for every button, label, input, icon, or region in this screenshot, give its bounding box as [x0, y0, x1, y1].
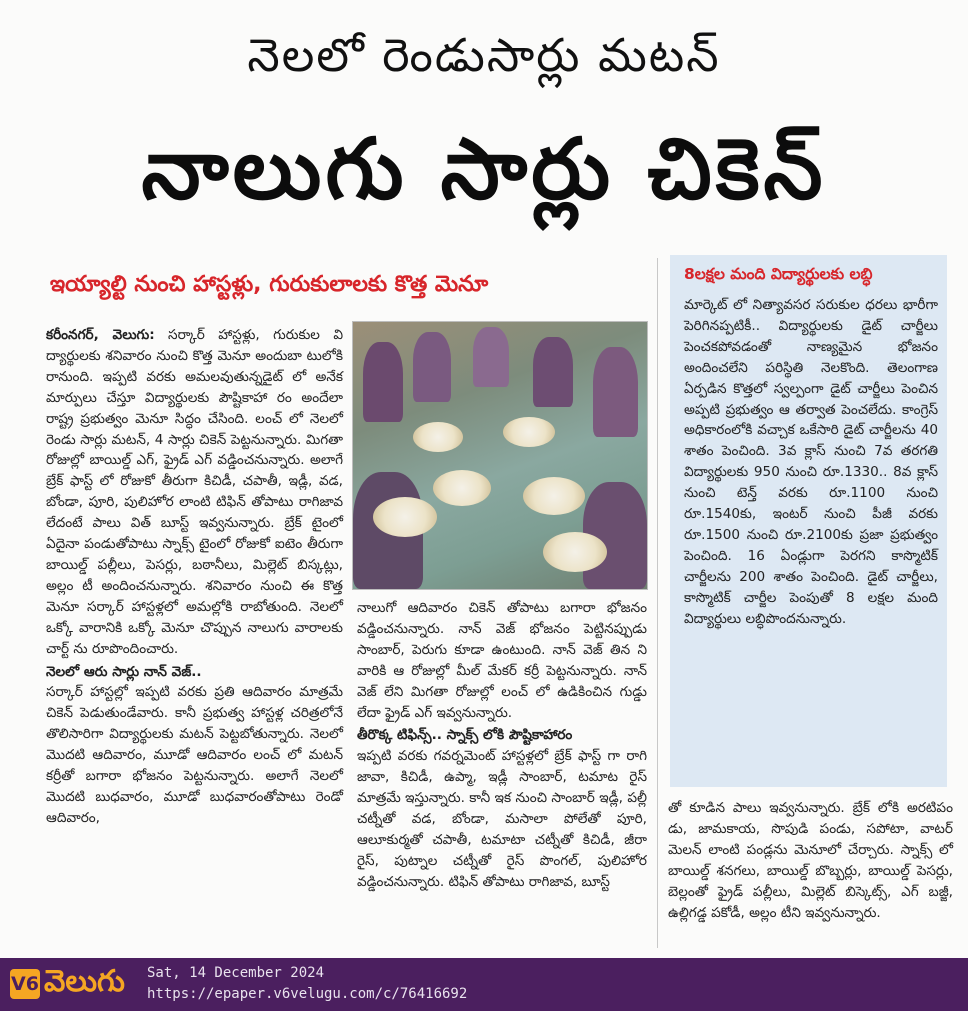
- lead-text: సర్కార్ హాస్టళ్లు, గురుకుల వి ద్యార్థులకు శనివారం నుంచి కొత్త మెనూ అందుబా టులోకి రానుంది. ఇప్పటి వరకు అమలవుతున్నడైట్ లో అనేక మార్పులు చేస్తూ విద్యార్థులకు పౌష్టికాహా రం అందేలా రాష్ట్ర ప్రభుత్వం మెనూ సిద్ధం చేసింది. లంచ్ లో నెలలో రెండు సార్లు మటన్, 4 సార్లు చికెన్ పెట్టనున్నారు. మిగతా రోజుల్లో బాయిల్డ్ ఎగ్, ఫ్రైడ్ ఎగ్ వడ్డించనున్నారు. అలాగే బ్రేక్ ఫాస్ట్ లో రోజుకో తీరుగా కిచిడీ, చపాతీ, ఇడ్లీ, వడ, బోండా, పూరి, పులిహోర లాంటి టిఫిన్ తోపాటు రాగిజావ లేదంటే పాలు విత్ బూస్ట్ ఇవ్వనున్నారు. బ్రేక్ టైంలో ఏదైనా పండుతోపాటు స్నాక్స్ టైంలో రోజుకో ఐటెం తీరుగా బాయిల్డ్ పల్లీలు, పెసర్లు, బఠానీలు, మిల్లెట్ బిస్కట్లు, అల్లం టీ అందించనున్నారు. శనివారం నుంచి ఈ కొత్త మెనూ సర్కార్ హాస్టళ్లలో అమల్లోకి రాబోతుంది. నెలలో ఒక్కో వారానికి ఒక్కో మెనూ చొప్పున నాలుగు వారాలకు చార్ట్ ను రూపొందించారు.: [46, 327, 344, 657]
- headline-line-1: నెలలో రెండుసార్లు మటన్: [247, 28, 721, 82]
- col2-paragraph: నాలుగో ఆదివారం చికెన్ తోపాటు బగారా భోజనం వడ్డించనున్నారు. నాన్ వెజ్ భోజనం పెట్టినప్పుడు సాంబార్, పెరుగు కూడా ఉంటుంది. నాన్ వెజ్ తిన ని వారికి ఆ రోజుల్లో మీల్ మేకర్ కర్రీ పెట్టనున్నారు. నాన్ వెజ్ లేని మిగతా రోజుల్లో లంచ్ లో ఉడికించిన గుడ్డు లేదా ఫ్రైడ్ ఎగ్ ఇవ్వనున్నారు.: [357, 600, 647, 721]
- logo-text: వెలుగు: [44, 964, 125, 999]
- edition-date: Sat, 14 December 2024: [147, 965, 325, 981]
- dateline: కరీంనగర్, వెలుగు:: [46, 327, 155, 343]
- students-eating-photo: [352, 321, 648, 590]
- sidebar-body: [684, 295, 938, 630]
- section-text-nonveg: సర్కార్ హాస్టల్లో ఇప్పటి వరకు ప్రతి ఆదివారం మాత్రమే చికెన్ పెడుతుండేవారు. కానీ ప్రభుత్వ హాస్టళ్ల చరిత్రలోనే తొలిసారిగా విద్యార్థులకు మటన్ పెట్టబోతున్నారు. నెలలో మొదటి ఆదివారం, మూడో ఆదివారం లంచ్ లో మటన్ కర్రీతో బగారా భోజనం పెట్టనున్నారు. అలాగే నెలలో మొదటి బుధవారం, మూడో బుధవారంతోపాటు రెండో ఆదివారం,: [46, 684, 343, 826]
- section-text-tiffins: ఇప్పటి వరకు గవర్నమెంట్ హాస్టళ్లలో బ్రేక్ ఫాస్ట్ గా రాగి జావా, కిచిడీ, ఉప్మా, ఇడ్లీ సాంబార్, టమాట రైస్ మాత్రమే ఇస్తున్నారు. కానీ ఇక నుంచి సాంబార్ ఇడ్లీ, పల్లీ చట్నీతో వడ, బోండా, మసాలా పోలేతో పూరి, ఆలూకుర్మతో చపాతీ, టమాటా చట్నీతో కిచిడీ, జీరా రైస్, పుట్నాల చట్నీతో రైస్ పొంగల్, పులిహోర వడ్డించనున్నారు. టిఫిన్ తోపాటు రాగిజావ, బూస్ట్: [357, 748, 647, 890]
- section-heading-nonveg: నెలలో ఆరు సార్లు నాన్ వెజ్..: [46, 663, 202, 680]
- article-column-1: [46, 325, 343, 829]
- headline-line-2: నాలుగు సార్లు చికెన్: [141, 120, 827, 218]
- sidebar-box: [670, 255, 947, 787]
- sidebar-title: 8లక్షల మంది విద్యార్థులకు లబ్ధి: [684, 265, 873, 283]
- article-column-3: [668, 798, 953, 923]
- epaper-footer: [0, 958, 968, 1011]
- column-divider: [657, 258, 658, 948]
- section-heading-tiffins: తీరొక్క టిఫిన్స్.. స్నాక్స్ లోకి పౌష్టికాహారం: [357, 727, 573, 744]
- sidebar-text: మార్కెట్ లో నిత్యావసర సరుకుల ధరలు భారీగా పెరిగినప్పటికీ.. విద్యార్థులకు డైట్ చార్జీలు పెంచకపోవడంతో నాణ్యమైన భోజనం అందించలేని పరిస్థితి నెలకొంది. తెలంగాణ ఏర్పడిన కొత్తలో స్వల్పంగా డైట్ చార్జీలు పెంచిన అప్పటి ప్రభుత్వం ఆ తర్వాత పెంచలేదు. కాంగ్రెస్ అధికారంలోకి వచ్చాక ఒకేసారి డైట్ చార్జీలను 40 శాతం పెంచింది. 3వ క్లాస్ నుంచి 7వ తరగతి విద్యార్థులకు 950 నుంచి రూ.1330.. 8వ క్లాస్ నుంచి టెన్త్ వరకు రూ.1100 నుంచి రూ.1540కు, ఇంటర్ నుంచి పీజీ వరకు రూ.1500 నుంచి రూ.2100కు ప్రజా ప్రభుత్వం పెంచింది. 16 ఏండ్లుగా పెరగని కాస్మొటిక్ చార్జీలను 200 శాతం పెంచింది. డైట్ చార్జీలు, కాస్మొటిక్ చార్జీల పెంపుతో 8 లక్షల మంది విద్యార్థులు లబ్ధిపొందనున్నారు.: [684, 297, 938, 627]
- v6-velugu-logo[interactable]: [10, 966, 134, 1004]
- article-column-2: [357, 598, 647, 893]
- article-lead-paragraph: [46, 325, 343, 660]
- col3-paragraph: తో కూడిన పాలు ఇవ్వనున్నారు. బ్రేక్ లోకి అరటిపం డు, జామకాయ, సొపుడి పండు, సపోటా, వాటర్ మెలన్ లాంటి పండ్లను మెనూలో చేర్చారు. స్నాక్స్ లో బాయిల్డ్ శనగలు, బాయిల్డ్ బొబ్బర్లు, బాయిల్డ్ పెసర్లు, బెల్లంతో ఫ్రైడ్ పల్లీలు, మిల్లెట్ బిస్కెట్స్, ఎగ్ బజ్జీ, ఉల్లిగడ్డ పకోడీ, అల్లం టీని ఇవ్వనున్నారు.: [668, 800, 953, 921]
- subheadline: ఇయ్యాల్టి నుంచి హాస్టళ్లు, గురుకులాలకు కొత్త మెనూ: [50, 272, 489, 297]
- logo-badge: V6: [10, 969, 40, 999]
- clip-url[interactable]: https://epaper.v6velugu.com/c/76416692: [147, 986, 468, 1002]
